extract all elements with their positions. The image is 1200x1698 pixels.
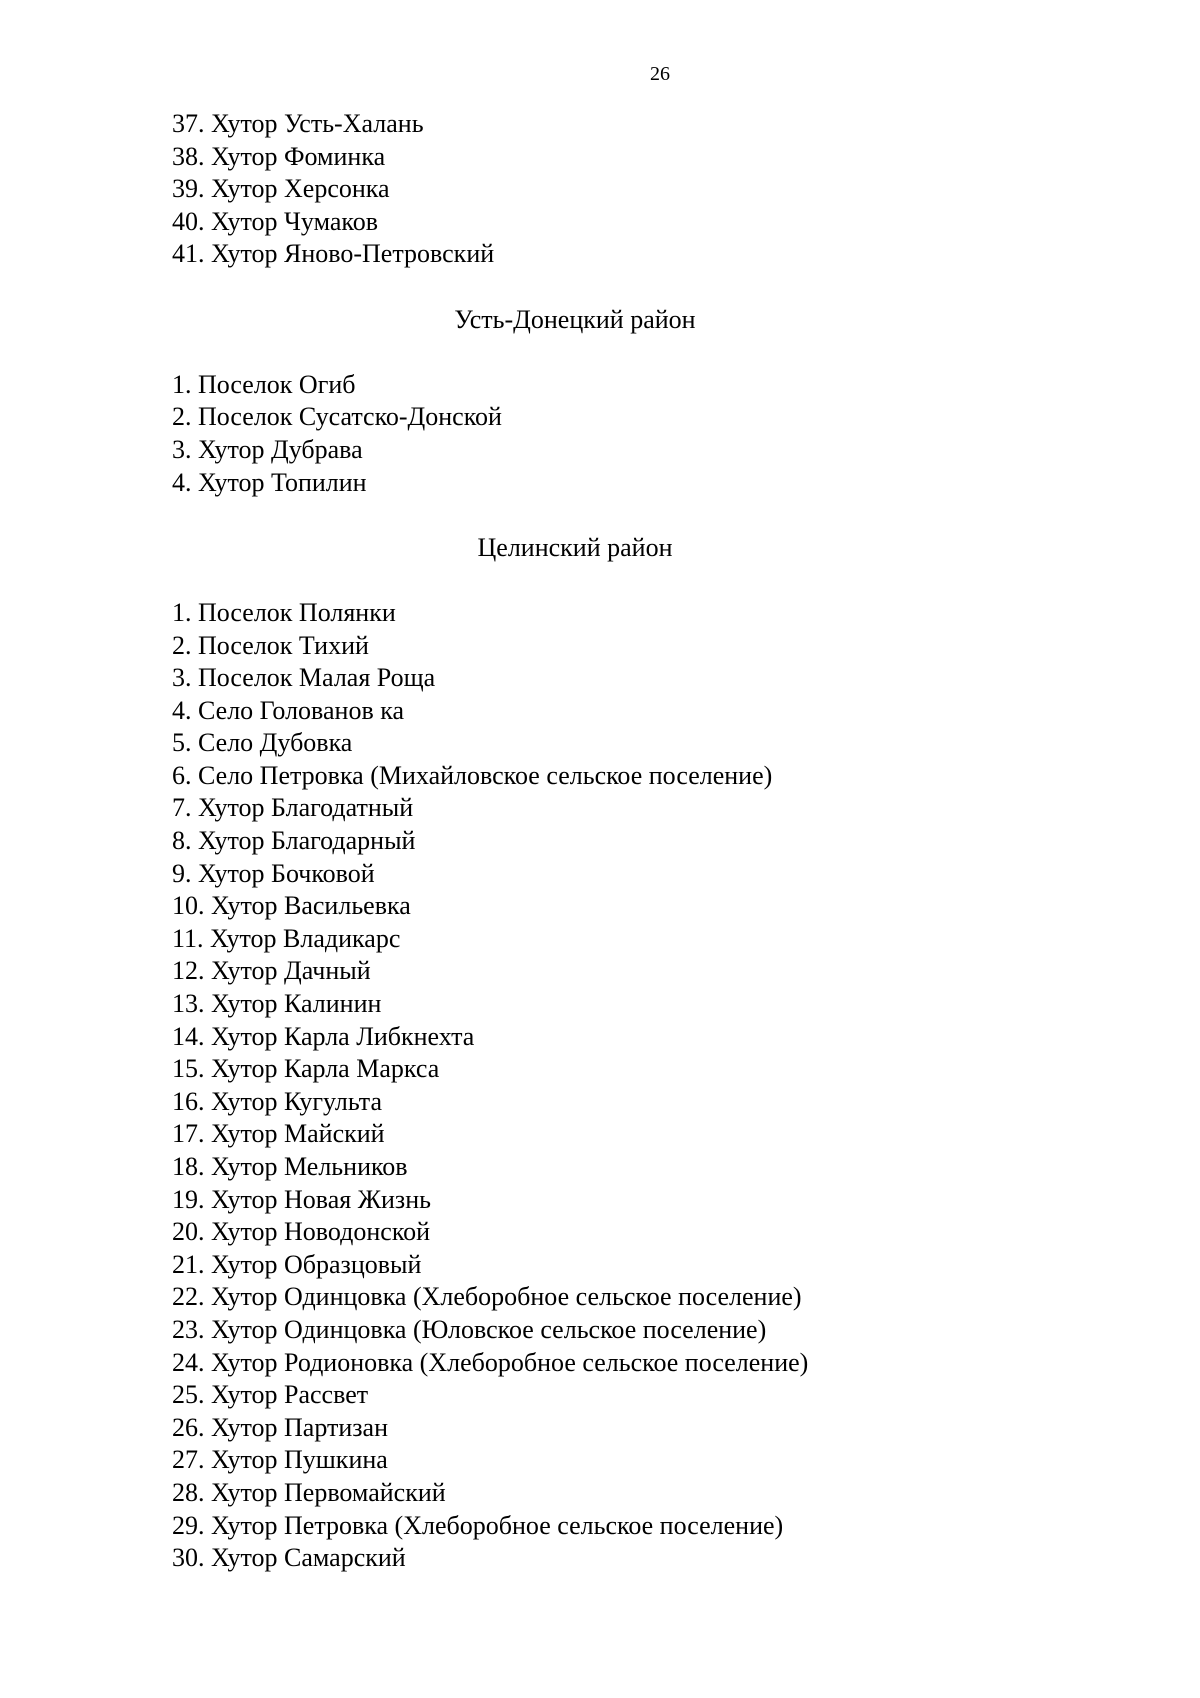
list-item: 21. Хутор Образцовый <box>172 1249 422 1279</box>
list-item: 23. Хутор Одинцовка (Юловское сельское поселение) <box>172 1314 767 1344</box>
list-item: 38. Хутор Фоминка <box>172 141 386 171</box>
list-item: 3. Поселок Малая Роща <box>172 663 436 693</box>
list-item: 1. Поселок Огиб <box>172 369 356 399</box>
list-item: 7. Хутор Благодатный <box>172 793 414 823</box>
list-item: 17. Хутор Майский <box>172 1119 385 1149</box>
list-item: 6. Село Петровка (Михайловское сельское поселение) <box>172 760 773 790</box>
section-heading-ust-donetsky: Усть-Донецкий район <box>454 304 696 334</box>
list-item: 8. Хутор Благодарный <box>172 826 416 856</box>
list-item: 18. Хутор Мельников <box>172 1152 408 1181</box>
list-item: 2. Поселок Сусатско-Донской <box>172 402 502 432</box>
list-item: 29. Хутор Петровка (Хлеборобное сельское поселение) <box>172 1510 784 1540</box>
list-item: 25. Хутор Рассвет <box>172 1380 369 1410</box>
list-item: 28. Хутор Первомайский <box>172 1477 446 1507</box>
list-item: 3. Хутор Дубрава <box>172 434 363 464</box>
list-item: 24. Хутор Родионовка (Хлеборобное сельское поселение) <box>172 1347 809 1377</box>
ust-donetsky-list <box>172 369 1172 499</box>
list-item: 16. Хутор Кугульта <box>172 1086 382 1116</box>
list-item: 15. Хутор Карла Маркса <box>172 1054 440 1084</box>
list-item: 4. Село Голованов ка <box>172 695 404 725</box>
document-body <box>172 108 1172 1575</box>
list-item: 14. Хутор Карла Либкнехта <box>172 1021 475 1051</box>
list-item: 13. Хутор Калинин <box>172 989 382 1019</box>
list-item: 37. Хутор Усть-Халань <box>172 109 424 138</box>
list-item: 40. Хутор Чумаков <box>172 206 378 236</box>
list-item: 20. Хутор Новодонской <box>172 1217 431 1247</box>
list-item: 30. Хутор Самарский <box>172 1543 406 1573</box>
section-heading-tselinsky: Целинский район <box>477 532 673 562</box>
list-item: 11. Хутор Владикарс <box>172 923 401 953</box>
list-item: 10. Хутор Васильевка <box>172 891 411 921</box>
page-number: 26 <box>650 63 670 85</box>
list-item: 26. Хутор Партизан <box>172 1412 388 1442</box>
list-item: 22. Хутор Одинцовка (Хлеборобное сельское поселение) <box>172 1282 802 1312</box>
list-item: 39. Хутор Херсонка <box>172 174 390 204</box>
list-item: 2. Поселок Тихий <box>172 630 369 660</box>
list-item: 1. Поселок Полянки <box>172 597 396 627</box>
continuation-list <box>172 108 1172 271</box>
tselinsky-list <box>172 597 1172 1575</box>
list-item: 19. Хутор Новая Жизнь <box>172 1184 431 1214</box>
list-item: 41. Хутор Яново-Петровский <box>172 239 495 269</box>
list-item: 12. Хутор Дачный <box>172 956 371 986</box>
list-item: 5. Село Дубовка <box>172 728 353 758</box>
list-item: 9. Хутор Бочковой <box>172 858 375 888</box>
list-item: 27. Хутор Пушкина <box>172 1445 388 1475</box>
list-item: 4. Хутор Топилин <box>172 467 367 497</box>
